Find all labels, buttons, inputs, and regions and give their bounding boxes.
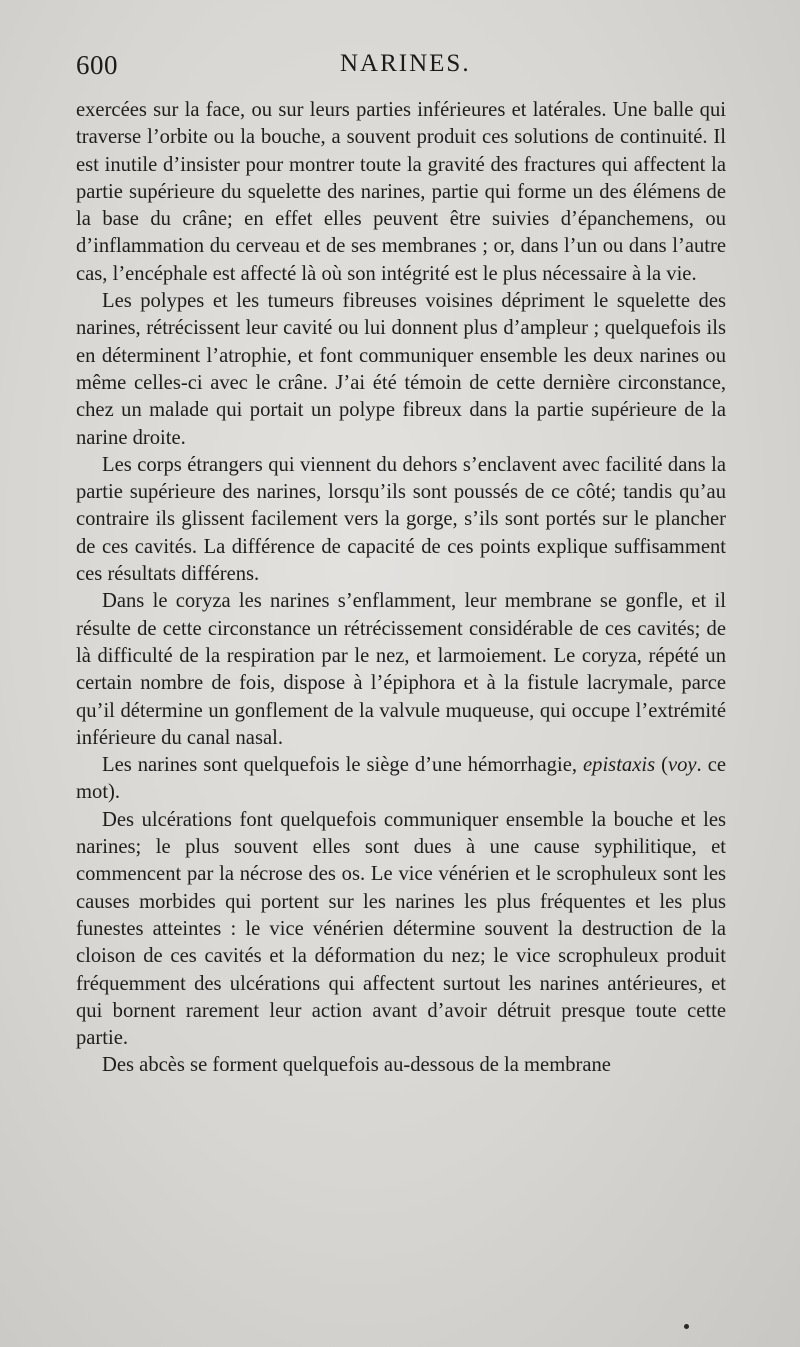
paragraph-fractures: exercées sur la face, ou sur leurs parties inférieures et latérales. Une balle qui traverse l’orbite ou la bouche, a souvent produit ces solutions de continuité. Il est inutile d’insister pour montrer toute la gravité des fractures qui affectent la partie supérieure du squelette des narines, partie qui forme un des élémens de la base du crâne; en effet elles peuvent être suivies d’épanchemens, ou d’inflammation du cerveau et de ses membranes ; or, dans l’un ou dans l’autre cas, l’encéphale est affecté là où son intégrité est le plus nécessaire à la vie. — [76, 99, 726, 285]
page-number: 600 — [76, 50, 118, 80]
ink-speck — [684, 1324, 689, 1329]
body-text — [76, 97, 726, 1080]
epistaxis-term: epistaxis — [583, 754, 656, 777]
hemorrhagie-text: Les narines sont quelquefois le siège d’une hémorrhagie, — [102, 754, 584, 777]
running-title: NARINES. — [340, 50, 471, 77]
paren-open: ( — [655, 754, 668, 777]
paragraph-ulcerations: Des ulcérations font quelquefois communiquer ensemble la bouche et les narines; le plus souvent elles sont dues à une cause syphilitique, et commencent par la nécrose des os. Le vice vénérien et le scrophuleux sont les causes morbides qui portent sur les narines les plus fréquentes et les plus funestes atteintes : le vice vénérien détermine souvent la destruction de la cloison de ces cavités et la déformation du nez; le vice scrophuleux produit fréquemment des ulcérations qui affectent surtout les narines antérieures, et qui bornent rarement leur action avant d’avoir détruit presque toute cette partie. — [76, 808, 726, 1050]
ce-mot-text: . ce mot). — [76, 754, 726, 804]
paragraph-hemorrhagie — [76, 752, 726, 807]
paragraph-corps-etrangers: Les corps étrangers qui viennent du dehors s’enclavent avec facilité dans la partie supérieure des narines, lorsqu’ils sont poussés de ce côté; tandis qu’au contraire ils glissent facilement vers la gorge, s’ils sont portés sur le plancher de ces cavités. La différence de capacité de ces points explique suffisamment ces résultats différens. — [76, 453, 726, 586]
paragraph-polypes: Les polypes et les tumeurs fibreuses voisines dépriment le squelette des narines, rétrécissent leur cavité ou lui donnent plus d’ampleur ; quelquefois ils en déterminent l’atrophie, et font communiquer ensemble les deux narines ou même celles-ci avec le crâne. J’ai été témoin de cette dernière circonstance, chez un malade qui portait un polype fibreux dans la partie supérieure de la narine droite. — [76, 290, 726, 449]
page-header — [76, 50, 726, 86]
paragraph-coryza: Dans le coryza les narines s’enflamment, leur membrane se gonfle, et il résulte de cette circonstance un rétrécissement considérable de ces cavités; de là difficulté de la respiration par le nez, et larmoiement. Le coryza, répété un certain nombre de fois, dispose à l’épiphora et à la fistule lacrymale, parce qu’il détermine un gonflement de la valvule muqueuse, qui occupe l’extrémité inférieure du canal nasal. — [76, 590, 726, 749]
voy-reference: voy — [667, 754, 697, 777]
paragraph-abces: Des abcès se forment quelquefois au-dessous de la membrane — [102, 1054, 611, 1077]
